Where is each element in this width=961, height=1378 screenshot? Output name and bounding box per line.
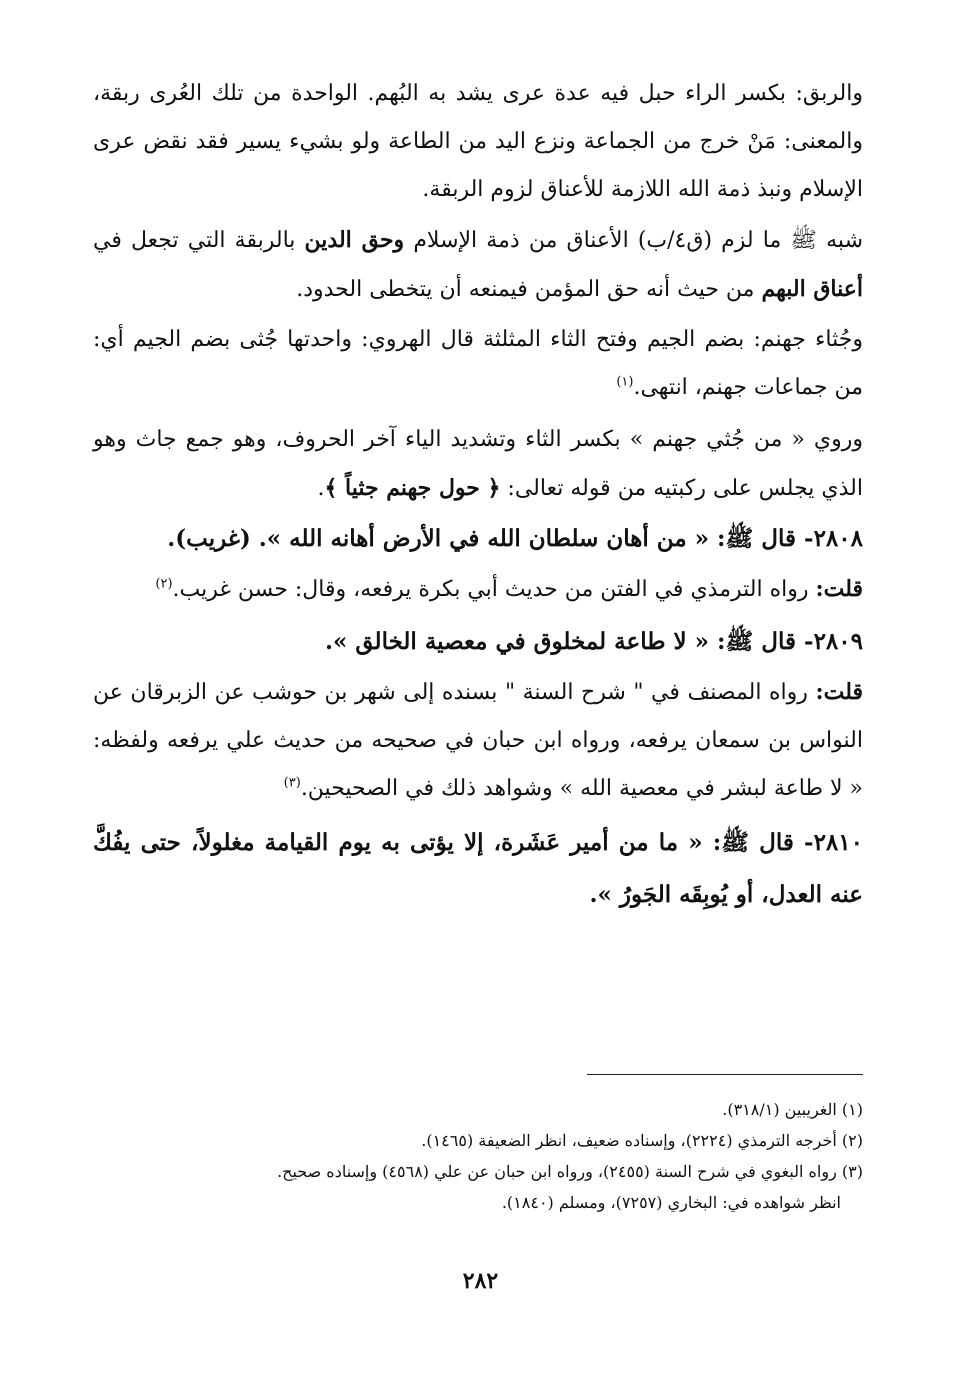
footnote-1: (١) الغريبين (٣١٨/١).: [722, 1100, 863, 1119]
text-run: وروي « من جُثي جهنم » بكسر الثاء وتشديد الياء آخر الحروف، وهو جمع جاث وهو الذي يجلس على ركبتيه من قوله تعالى:: [93, 427, 863, 501]
footnote-ref-1[interactable]: (١): [616, 374, 634, 390]
footnote-3: (٣) رواه البغوي في شرح السنة (٢٤٥٥)، ورواه ابن حبان عن علي (٤٥٦٨) وإسناده صحيح.: [277, 1162, 863, 1181]
qultu-label: قلت:: [815, 679, 863, 705]
hadith-2810: ٢٨١٠- قال ﷺ: « ما من أمير عَشَرة، إلا يؤتى به يوم القيامة مغلولاً، حتى يفُكَّ عنه العدل، أو يُوبِقَه الجَورُ ».: [93, 829, 863, 908]
hadith-2808: ٢٨٠٨- قال ﷺ: « من أهان سلطان الله في الأرض أهانه الله ». (غريب).: [167, 525, 863, 552]
footnote-ref-3[interactable]: (٣): [283, 775, 301, 791]
paragraph-rabq: والربق: بكسر الراء حبل فيه عدة عرى يشد به البُهم. الواحدة من تلك العُرى ربقة، والمعنى: مَنْ خرج من الجماعة ونزع اليد من الطاعة ولو بشيء يسير فقد نقض عرى الإسلام ونبذ ذمة الله اللازمة للأعناق لزوم الربقة.: [93, 81, 863, 202]
main-text: [93, 70, 863, 921]
footnote-ref-2[interactable]: (٢): [155, 576, 173, 592]
qultu-label: قلت:: [815, 576, 863, 602]
hadith-2809: ٢٨٠٩- قال ﷺ: « لا طاعة لمخلوق في معصية الخالق ».: [324, 628, 863, 655]
bold-phrase-aanaq-albuhm: أعناق البهم: [761, 276, 863, 302]
text-run: رواه المصنف في " شرح السنة " بسنده إلى شهر بن حوشب عن الزبرقان عن النواس بن سمعان يرفعه، ورواه ابن حبان في صحيحه من حديث علي يرفعه ولفظه: « لا طاعة لبشر في معصية الله » وشواهد ذلك في الصحيحين.: [93, 680, 863, 801]
paragraph-tashbih: [93, 216, 863, 314]
footnote-3-continuation: انظر شواهده في: البخاري (٧٢٥٧)، ومسلم (١٨٤٠).: [501, 1193, 841, 1212]
paragraph-juthaa: [93, 316, 863, 412]
text-run: .: [317, 476, 325, 501]
page-number: ٢٨٢: [462, 1268, 499, 1294]
text-run: شبه ﷺ ما لزم (ق٤/ب) الأعناق من ذمة الإسلام: [404, 228, 863, 253]
quran-quote: ﴿ حول جهنم جثياً ﴾: [324, 475, 501, 501]
footnote-divider: [587, 1074, 863, 1075]
footnote-2: (٢) أخرجه الترمذي (٢٢٢٤)، وإسناده ضعيف، انظر الضعيفة (١٤٦٥).: [421, 1131, 863, 1150]
text-run: بالربقة التي تجعل في: [93, 228, 305, 253]
paragraph-juthiy: [93, 416, 863, 513]
qultu-2808: [93, 565, 863, 614]
text-run: وجُثاء جهنم: بضم الجيم وفتح الثاء المثلثة قال الهروي: واحدتها جُثى بضم الجيم أي: من جماعات جهنم، انتهى.: [93, 327, 863, 400]
qultu-2809: [93, 668, 863, 813]
text-run: من حيث أنه حق المؤمن فيمنعه أن يتخطى الحدود.: [296, 277, 762, 302]
bold-phrase-haqq-aldin: وحق الدين: [304, 227, 405, 253]
footnotes-section: [93, 1094, 863, 1218]
text-run: رواه الترمذي في الفتن من حديث أبي بكرة يرفعه، وقال: حسن غريب.: [172, 577, 816, 602]
